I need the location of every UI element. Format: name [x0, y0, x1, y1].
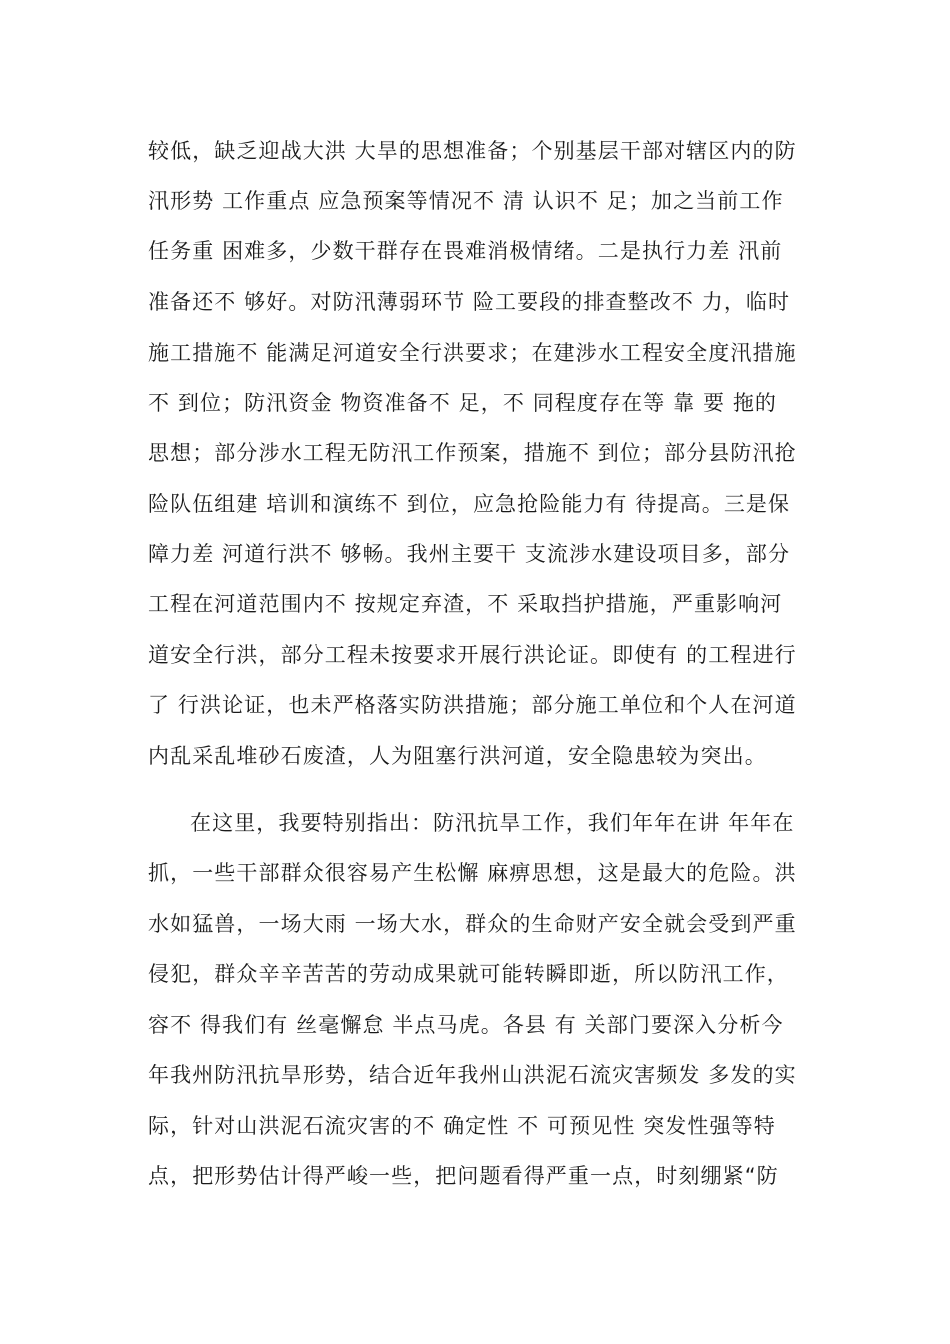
text-line: 工程在河道范围内不 按规定弃渣，不 采取挡护措施，严重影响河: [148, 592, 783, 616]
text-line: 了 行洪论证，也未严格落实防洪措施；部分施工单位和个人在河道: [148, 693, 797, 717]
text-line: 容不 得我们有 丝毫懈怠 半点马虎。各县 有 关部门要深入分析今: [148, 1013, 784, 1037]
text-line: 内乱采乱堆砂石废渣，人为阻塞行洪河道，安全隐患较为突出。: [148, 744, 767, 768]
text-line: 不 到位；防汛资金 物资准备不 足，不 同程度存在等 靠 要 拖的: [148, 391, 778, 415]
text-line: 年我州防汛抗旱形势，结合近年我州山洪泥石流灾害频发 多发的实: [148, 1063, 797, 1087]
text-line: 障力差 河道行洪不 够畅。我州主要干 支流涉水建设项目多，部分: [148, 542, 791, 566]
text-line: 在这里，我要特别指出：防汛抗旱工作，我们年年在讲 年年在: [190, 811, 795, 835]
text-line: 道安全行洪，部分工程未按要求开展行洪论证。即使有 的工程进行: [148, 643, 797, 667]
text-line: 汛形势 工作重点 应急预案等情况不 清 认识不 足；加之当前工作: [148, 189, 784, 213]
text-line: 任务重 困难多，少数干群存在畏难消极情绪。二是执行力差 汛前: [148, 239, 783, 263]
text-line: 际，针对山洪泥石流灾害的不 确定性 不 可预见性 突发性强等特: [148, 1114, 776, 1138]
text-line: 水如猛兽，一场大雨 一场大水，群众的生命财产安全就会受到严重: [148, 912, 797, 936]
text-line: 险队伍组建 培训和演练不 到位，应急抢险能力有 待提高。三是保: [148, 492, 791, 516]
text-line: 抓，一些干部群众很容易产生松懈 麻痹思想，这是最大的危险。洪: [148, 861, 797, 885]
text-line: 思想；部分涉水工程无防汛工作预案，措施不 到位；部分县防汛抢: [148, 441, 797, 465]
text-line: 侵犯，群众辛辛苦苦的劳动成果就可能转瞬即逝，所以防汛工作，: [148, 962, 789, 986]
text-line: 准备还不 够好。对防汛薄弱环节 险工要段的排查整改不 力，临时: [148, 290, 791, 314]
text-line: 较低，缺乏迎战大洪 大旱的思想准备；个别基层干部对辖区内的防: [148, 139, 797, 163]
text-line: 点，把形势估计得严峻一些，把问题看得严重一点，时刻绷紧“防: [148, 1164, 779, 1188]
text-line: 施工措施不 能满足河道安全行洪要求；在建涉水工程安全度汛措施: [148, 341, 797, 365]
